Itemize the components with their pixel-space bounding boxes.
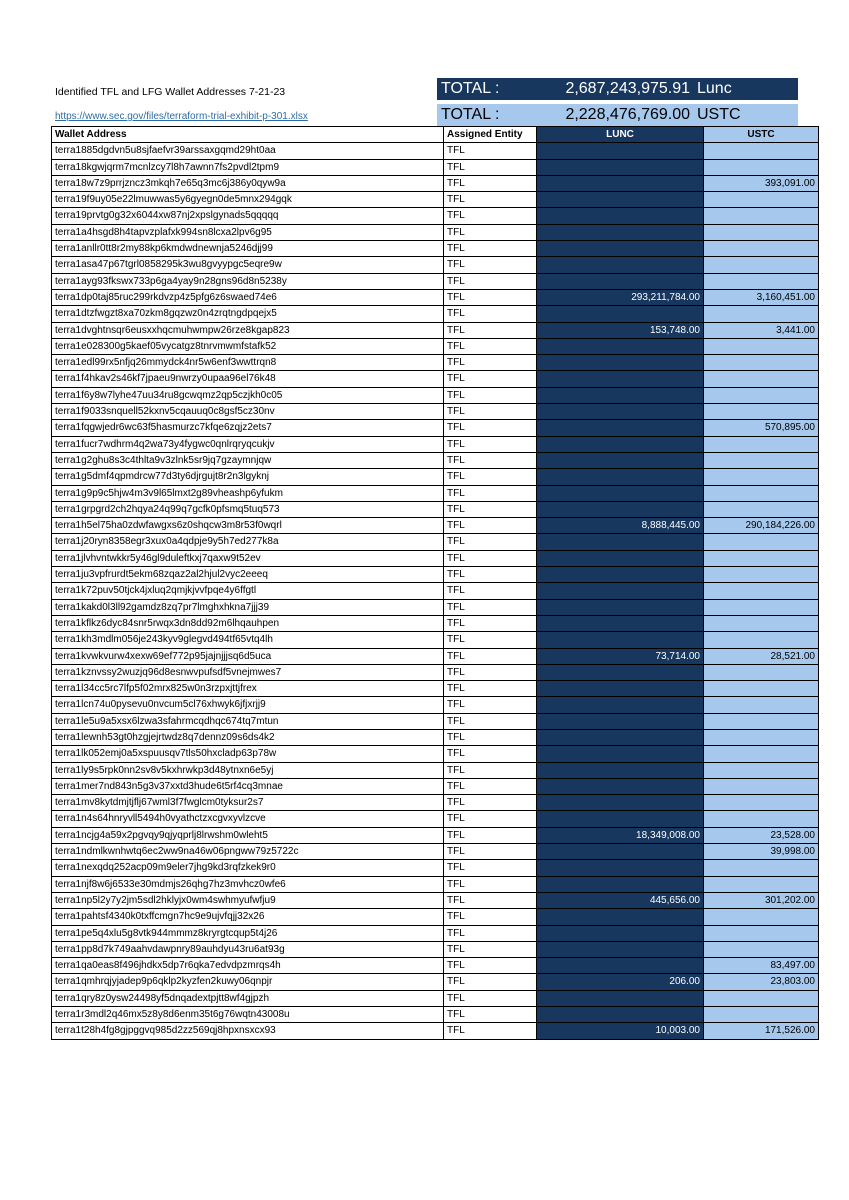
wallet-address-cell: terra1pp8d7k749aahvdawpnry89auhdyu43ru6at93g	[52, 941, 444, 957]
ustc-cell: 3,441.00	[704, 322, 819, 338]
assigned-entity-cell: TFL	[444, 844, 537, 860]
wallet-address-cell: terra1ly9s5rpk0nn2sv8v5kxhrwkp3d48ytnxn6e5yj	[52, 762, 444, 778]
lunc-cell	[537, 632, 704, 648]
wallet-address-cell: terra1fucr7wdhrm4q2wa73y4fygwc0qnlrqryqcukjv	[52, 436, 444, 452]
table-row	[52, 501, 819, 517]
table-row	[52, 436, 819, 452]
lunc-cell	[537, 583, 704, 599]
table-row	[52, 159, 819, 175]
assigned-entity-cell: TFL	[444, 892, 537, 908]
assigned-entity-cell: TFL	[444, 941, 537, 957]
assigned-entity-cell: TFL	[444, 452, 537, 468]
lunc-cell	[537, 860, 704, 876]
total-lunc-value: 2,687,243,975.91	[565, 80, 690, 97]
total-ustc-unit: USTC	[697, 106, 741, 123]
lunc-cell	[537, 485, 704, 501]
wallet-address-cell: terra1ju3vpfrurdt5ekm68zqaz2al2hjul2vyc2eeeq	[52, 567, 444, 583]
ustc-cell	[704, 697, 819, 713]
table-row	[52, 974, 819, 990]
ustc-cell	[704, 452, 819, 468]
lunc-cell	[537, 1007, 704, 1023]
wallet-address-cell: terra1kznvssy2wuzjq96d8esnwvpufsdf5vnejmwes7	[52, 664, 444, 680]
assigned-entity-cell: TFL	[444, 599, 537, 615]
table-row	[52, 664, 819, 680]
table-row	[52, 811, 819, 827]
lunc-cell	[537, 844, 704, 860]
table-row	[52, 860, 819, 876]
ustc-cell	[704, 208, 819, 224]
sheet-header	[51, 78, 798, 126]
lunc-cell	[537, 452, 704, 468]
assigned-entity-cell: TFL	[444, 518, 537, 534]
spreadsheet	[51, 78, 815, 1040]
ustc-cell	[704, 876, 819, 892]
wallet-address-cell: terra1pe5q4xlu5g8vtk944mmmz8kryrgtcqup5t4j26	[52, 925, 444, 941]
wallet-address-cell: terra1f6y8w7lyhe47uu34ru8gcwqmz2qp5czjkh0c05	[52, 387, 444, 403]
ustc-cell	[704, 436, 819, 452]
table-row	[52, 241, 819, 257]
assigned-entity-cell: TFL	[444, 567, 537, 583]
assigned-entity-cell: TFL	[444, 550, 537, 566]
table-body	[52, 143, 819, 1039]
ustc-cell	[704, 501, 819, 517]
assigned-entity-cell: TFL	[444, 664, 537, 680]
assigned-entity-cell: TFL	[444, 289, 537, 305]
wallet-address-cell: terra1ndmlkwnhwtq6ec2ww9na46w06pngww79z5722c	[52, 844, 444, 860]
lunc-cell	[537, 941, 704, 957]
lunc-cell	[537, 925, 704, 941]
wallet-address-cell: terra1asa47p67tgrl0858295k3wu8gvyypgc5eqre9w	[52, 257, 444, 273]
ustc-cell: 290,184,226.00	[704, 518, 819, 534]
lunc-cell	[537, 958, 704, 974]
total-ustc-label: TOTAL :	[441, 106, 500, 123]
ustc-cell: 171,526.00	[704, 1023, 819, 1039]
ustc-cell: 83,497.00	[704, 958, 819, 974]
wallet-address-cell: terra1n4s64hnryvll5494h0vyathctzxcgvxyvlzcve	[52, 811, 444, 827]
assigned-entity-cell: TFL	[444, 583, 537, 599]
wallet-address-cell: terra1l34cc5rc7lfp5f02mrx825w0n3rzpxjttjfrex	[52, 681, 444, 697]
lunc-cell	[537, 550, 704, 566]
assigned-entity-cell: TFL	[444, 648, 537, 664]
assigned-entity-cell: TFL	[444, 1023, 537, 1039]
lunc-cell	[537, 371, 704, 387]
table-row	[52, 1007, 819, 1023]
ustc-cell	[704, 925, 819, 941]
ustc-cell	[704, 664, 819, 680]
ustc-cell	[704, 746, 819, 762]
wallet-address-cell: terra1k72puv50tjck4jxluq2qmjkjvvfpqe4y6ffgtl	[52, 583, 444, 599]
table-row	[52, 257, 819, 273]
assigned-entity-cell: TFL	[444, 175, 537, 191]
ustc-cell	[704, 469, 819, 485]
ustc-cell	[704, 355, 819, 371]
ustc-cell	[704, 909, 819, 925]
ustc-cell: 393,091.00	[704, 175, 819, 191]
table-row	[52, 697, 819, 713]
ustc-cell: 23,803.00	[704, 974, 819, 990]
assigned-entity-cell: TFL	[444, 909, 537, 925]
assigned-entity-cell: TFL	[444, 404, 537, 420]
lunc-cell	[537, 599, 704, 615]
assigned-entity-cell: TFL	[444, 192, 537, 208]
wallet-table	[51, 126, 819, 1040]
assigned-entity-cell: TFL	[444, 990, 537, 1006]
lunc-cell	[537, 909, 704, 925]
wallet-address-cell: terra1lk052emj0a5xspuusqv7tls50hxcladp63p78w	[52, 746, 444, 762]
ustc-cell: 570,895.00	[704, 420, 819, 436]
ustc-cell	[704, 159, 819, 175]
lunc-cell	[537, 436, 704, 452]
assigned-entity-cell: TFL	[444, 387, 537, 403]
ustc-cell: 28,521.00	[704, 648, 819, 664]
ustc-cell	[704, 1007, 819, 1023]
ustc-cell	[704, 550, 819, 566]
wallet-address-cell: terra1kflkz6dyc84snr5rwqx3dn8dd92m6lhqauhpen	[52, 615, 444, 631]
wallet-address-cell: terra1a4hsgd8h4tapvzplafxk994sn8lcxa2lpv6g95	[52, 224, 444, 240]
table-row	[52, 469, 819, 485]
ustc-cell: 23,528.00	[704, 827, 819, 843]
lunc-cell	[537, 143, 704, 159]
assigned-entity-cell: TFL	[444, 925, 537, 941]
lunc-cell	[537, 192, 704, 208]
lunc-cell: 293,211,784.00	[537, 289, 704, 305]
lunc-cell	[537, 664, 704, 680]
lunc-cell	[537, 338, 704, 354]
ustc-cell	[704, 241, 819, 257]
lunc-cell: 153,748.00	[537, 322, 704, 338]
lunc-cell	[537, 746, 704, 762]
table-row	[52, 615, 819, 631]
table-row	[52, 990, 819, 1006]
ustc-cell	[704, 371, 819, 387]
assigned-entity-cell: TFL	[444, 159, 537, 175]
assigned-entity-cell: TFL	[444, 501, 537, 517]
assigned-entity-cell: TFL	[444, 257, 537, 273]
wallet-address-cell: terra1grpgrd2ch2hqya24q99q7gcfk0pfsmq5tuq573	[52, 501, 444, 517]
table-row	[52, 827, 819, 843]
table-row	[52, 632, 819, 648]
lunc-cell: 445,656.00	[537, 892, 704, 908]
ustc-cell	[704, 599, 819, 615]
assigned-entity-cell: TFL	[444, 795, 537, 811]
ustc-cell	[704, 273, 819, 289]
ustc-cell	[704, 192, 819, 208]
source-link[interactable]: https://www.sec.gov/files/terraform-trial-exhibit-p-301.xlsx	[55, 111, 308, 122]
table-row	[52, 289, 819, 305]
wallet-address-cell: terra1nexqdq252acp09m9eler7jhg9kd3rqfzkek9r0	[52, 860, 444, 876]
table-row	[52, 795, 819, 811]
wallet-address-cell: terra1ncjg4a59x2pgvqy9qjyqprlj8lrwshm0wleht5	[52, 827, 444, 843]
table-row	[52, 1023, 819, 1039]
total-lunc-label: TOTAL :	[441, 80, 500, 97]
wallet-address-cell: terra1h5el75ha0zdwfawgxs6z0shqcw3m8r53f0wqrl	[52, 518, 444, 534]
ustc-cell	[704, 567, 819, 583]
ustc-cell	[704, 811, 819, 827]
assigned-entity-cell: TFL	[444, 632, 537, 648]
assigned-entity-cell: TFL	[444, 273, 537, 289]
lunc-cell	[537, 713, 704, 729]
table-row	[52, 778, 819, 794]
lunc-cell	[537, 697, 704, 713]
wallet-address-cell: terra1qmhrqjyjadep9p6qklp2kyzfen2kuwy06qnpjr	[52, 974, 444, 990]
lunc-cell	[537, 175, 704, 191]
ustc-cell: 39,998.00	[704, 844, 819, 860]
wallet-address-cell: terra1885dgdvn5u8sjfaefvr39arssaxgqmd29ht0aa	[52, 143, 444, 159]
total-ustc-value: 2,228,476,769.00	[565, 106, 690, 123]
document-title: Identified TFL and LFG Wallet Addresses 7-21-23	[55, 86, 286, 98]
lunc-cell	[537, 404, 704, 420]
assigned-entity-cell: TFL	[444, 615, 537, 631]
ustc-cell	[704, 990, 819, 1006]
total-lunc-unit: Lunc	[697, 80, 732, 97]
lunc-cell	[537, 876, 704, 892]
wallet-address-cell: terra1anllr0tt8r2my88kp6kmdwdnewnja5246djj99	[52, 241, 444, 257]
ustc-cell	[704, 224, 819, 240]
table-row	[52, 404, 819, 420]
table-row	[52, 306, 819, 322]
wallet-address-cell: terra1f9033snquell52kxnv5cqauuq0c8gsf5cz30nv	[52, 404, 444, 420]
lunc-cell: 8,888,445.00	[537, 518, 704, 534]
table-row	[52, 175, 819, 191]
wallet-address-cell: terra1g2ghu8s3c4thlta9v3zlnk5sr9jq7gzaymnjqw	[52, 452, 444, 468]
lunc-cell	[537, 811, 704, 827]
assigned-entity-cell: TFL	[444, 355, 537, 371]
lunc-cell: 18,349,008.00	[537, 827, 704, 843]
assigned-entity-cell: TFL	[444, 713, 537, 729]
assigned-entity-cell: TFL	[444, 876, 537, 892]
lunc-cell	[537, 501, 704, 517]
ustc-cell: 3,160,451.00	[704, 289, 819, 305]
ustc-cell	[704, 387, 819, 403]
assigned-entity-cell: TFL	[444, 827, 537, 843]
ustc-cell	[704, 795, 819, 811]
table-row	[52, 273, 819, 289]
lunc-cell	[537, 615, 704, 631]
table-row	[52, 713, 819, 729]
ustc-cell	[704, 762, 819, 778]
column-header-wallet-address: Wallet Address	[52, 127, 444, 143]
table-row	[52, 583, 819, 599]
lunc-cell	[537, 273, 704, 289]
total-ustc-bar	[437, 104, 798, 126]
ustc-cell	[704, 485, 819, 501]
wallet-address-cell: terra1le5u9a5xsx6lzwa3sfahrmcqdhqc674tq7mtun	[52, 713, 444, 729]
wallet-address-cell: terra1njf8w6j6533e30mdmjs26qhg7hz3mvhcz0wfe6	[52, 876, 444, 892]
assigned-entity-cell: TFL	[444, 436, 537, 452]
lunc-cell: 10,003.00	[537, 1023, 704, 1039]
wallet-address-cell: terra1kh3mdlm056je243kyv9glegvd494tf65vtq4lh	[52, 632, 444, 648]
assigned-entity-cell: TFL	[444, 371, 537, 387]
lunc-cell	[537, 224, 704, 240]
column-header-ustc: USTC	[704, 127, 819, 143]
wallet-address-cell: terra1lewnh53gt0hzgjejrtwdz8q7dennz09s6ds4k2	[52, 729, 444, 745]
table-row	[52, 420, 819, 436]
wallet-address-cell: terra1mer7nd843n5g3v37xxtd3hude6t5rf4cq3mnae	[52, 778, 444, 794]
assigned-entity-cell: TFL	[444, 729, 537, 745]
table-row	[52, 355, 819, 371]
assigned-entity-cell: TFL	[444, 681, 537, 697]
wallet-address-cell: terra1jlvhvntwkkr5y46gl9duleftkxj7qaxw9t52ev	[52, 550, 444, 566]
table-row	[52, 729, 819, 745]
assigned-entity-cell: TFL	[444, 958, 537, 974]
wallet-address-cell: terra1np5l2y7y2jm5sdl2hklyjx0wm4swhmyufwfju9	[52, 892, 444, 908]
wallet-address-cell: terra18kgwjqrm7mcnlzcy7l8h7awnn7fs2pvdl2tpm9	[52, 159, 444, 175]
wallet-address-cell: terra1dp0taj85ruc299rkdvzp4z5pfg6z6swaed74e6	[52, 289, 444, 305]
table-row	[52, 518, 819, 534]
wallet-address-cell: terra1f4hkav2s46kf7jpaeu9nwrzy0upaa96el76k48	[52, 371, 444, 387]
table-row	[52, 143, 819, 159]
lunc-cell: 206.00	[537, 974, 704, 990]
wallet-address-cell: terra1g9p9c5hjw4m3v9l65lmxt2g89vheashp6yfukm	[52, 485, 444, 501]
lunc-cell	[537, 159, 704, 175]
total-lunc-bar	[437, 78, 798, 100]
wallet-address-cell: terra1g5dmf4qpmdrcw77d3ty6djrgujt8r2n3lgyknj	[52, 469, 444, 485]
wallet-address-cell: terra1kakd0l3ll92gamdz8zq7pr7lmghxhkna7jjj39	[52, 599, 444, 615]
table-row	[52, 452, 819, 468]
ustc-cell	[704, 729, 819, 745]
lunc-cell	[537, 469, 704, 485]
assigned-entity-cell: TFL	[444, 762, 537, 778]
wallet-address-cell: terra1ayg93fkswx733p6ga4yay9n28gns96d8n5238y	[52, 273, 444, 289]
table-row	[52, 371, 819, 387]
table-row	[52, 224, 819, 240]
ustc-cell	[704, 534, 819, 550]
ustc-cell	[704, 860, 819, 876]
table-row	[52, 485, 819, 501]
lunc-cell	[537, 990, 704, 1006]
wallet-address-cell: terra1lcn74u0pysevu0nvcum5cl76xhwyk6jfjxrjj9	[52, 697, 444, 713]
lunc-cell	[537, 534, 704, 550]
table-row	[52, 648, 819, 664]
lunc-cell	[537, 762, 704, 778]
wallet-address-cell: terra1kvwkvurw4xexw69ef772p95jajnjjjsq6d5uca	[52, 648, 444, 664]
assigned-entity-cell: TFL	[444, 208, 537, 224]
ustc-cell	[704, 257, 819, 273]
ustc-cell	[704, 681, 819, 697]
table-row	[52, 534, 819, 550]
table-row	[52, 208, 819, 224]
ustc-cell: 301,202.00	[704, 892, 819, 908]
assigned-entity-cell: TFL	[444, 224, 537, 240]
ustc-cell	[704, 941, 819, 957]
assigned-entity-cell: TFL	[444, 338, 537, 354]
table-row	[52, 746, 819, 762]
assigned-entity-cell: TFL	[444, 485, 537, 501]
wallet-address-cell: terra1mv8kytdmjtjflj67wml3f7fwglcm0tyksur2s7	[52, 795, 444, 811]
ustc-cell	[704, 615, 819, 631]
table-row	[52, 322, 819, 338]
table-row	[52, 387, 819, 403]
assigned-entity-cell: TFL	[444, 534, 537, 550]
table-row	[52, 909, 819, 925]
wallet-address-cell: terra1edl99rx5nfjq26mmydck4nr5w6enf3wwttrqn8	[52, 355, 444, 371]
lunc-cell: 73,714.00	[537, 648, 704, 664]
ustc-cell	[704, 632, 819, 648]
ustc-cell	[704, 143, 819, 159]
lunc-cell	[537, 681, 704, 697]
assigned-entity-cell: TFL	[444, 241, 537, 257]
column-header-lunc: LUNC	[537, 127, 704, 143]
table-row	[52, 338, 819, 354]
assigned-entity-cell: TFL	[444, 469, 537, 485]
lunc-cell	[537, 241, 704, 257]
assigned-entity-cell: TFL	[444, 420, 537, 436]
wallet-address-cell: terra19prvtg0g32x6044xw87nj2xpslgynads5qqqqq	[52, 208, 444, 224]
assigned-entity-cell: TFL	[444, 811, 537, 827]
ustc-cell	[704, 778, 819, 794]
lunc-cell	[537, 795, 704, 811]
ustc-cell	[704, 338, 819, 354]
assigned-entity-cell: TFL	[444, 746, 537, 762]
wallet-address-cell: terra1qa0eas8f496jhdkx5dp7r6qka7edvdpzmrqs4h	[52, 958, 444, 974]
assigned-entity-cell: TFL	[444, 1007, 537, 1023]
wallet-address-cell: terra1pahtsf4340k0txffcmgn7hc9e9ujvfqjj32x26	[52, 909, 444, 925]
table-row	[52, 550, 819, 566]
lunc-cell	[537, 387, 704, 403]
lunc-cell	[537, 208, 704, 224]
table-row	[52, 925, 819, 941]
assigned-entity-cell: TFL	[444, 143, 537, 159]
wallet-address-cell: terra1fqgwjedr6wc63f5hasmurzc7kfqe6zqjz2ets7	[52, 420, 444, 436]
table-row	[52, 567, 819, 583]
assigned-entity-cell: TFL	[444, 306, 537, 322]
wallet-address-cell: terra1qry8z0ysw24498yf5dnqadextpjtt8wf4gjpzh	[52, 990, 444, 1006]
wallet-address-cell: terra1dtzfwgzt8xa70zkm8gqzwz0n4zrqtngdpqejx5	[52, 306, 444, 322]
assigned-entity-cell: TFL	[444, 778, 537, 794]
lunc-cell	[537, 567, 704, 583]
wallet-address-cell: terra1dvghtnsqr6eusxxhqcmuhwmpw26rze8kgap823	[52, 322, 444, 338]
ustc-cell	[704, 713, 819, 729]
lunc-cell	[537, 778, 704, 794]
table-row	[52, 892, 819, 908]
column-header-row	[52, 127, 819, 143]
lunc-cell	[537, 420, 704, 436]
table-row	[52, 958, 819, 974]
wallet-address-cell: terra1r3mdl2q46mx5z8y8d6enm35t6g76wqtn43008u	[52, 1007, 444, 1023]
assigned-entity-cell: TFL	[444, 974, 537, 990]
wallet-address-cell: terra18w7z9prrjzncz3mkqh7e65q3mc6j386y0qyw9a	[52, 175, 444, 191]
table-row	[52, 599, 819, 615]
lunc-cell	[537, 257, 704, 273]
column-header-assigned-entity: Assigned Entity	[444, 127, 537, 143]
assigned-entity-cell: TFL	[444, 860, 537, 876]
assigned-entity-cell: TFL	[444, 322, 537, 338]
wallet-address-cell: terra19f9uy05e22lmuwwas5y6gyegn0de5mnx294gqk	[52, 192, 444, 208]
lunc-cell	[537, 355, 704, 371]
table-row	[52, 876, 819, 892]
table-row	[52, 941, 819, 957]
lunc-cell	[537, 306, 704, 322]
table-row	[52, 681, 819, 697]
lunc-cell	[537, 729, 704, 745]
table-row	[52, 762, 819, 778]
ustc-cell	[704, 306, 819, 322]
assigned-entity-cell: TFL	[444, 697, 537, 713]
ustc-cell	[704, 583, 819, 599]
table-row	[52, 844, 819, 860]
table-row	[52, 192, 819, 208]
ustc-cell	[704, 404, 819, 420]
wallet-address-cell: terra1t28h4fg8gjpggvq985d2zz569qj8hpxnsxcx93	[52, 1023, 444, 1039]
wallet-address-cell: terra1e028300g5kaef05vycatgz8tnrvmwmfstafk52	[52, 338, 444, 354]
wallet-address-cell: terra1j20ryn8358egr3xux0a4qdpje9y5h7ed277k8a	[52, 534, 444, 550]
